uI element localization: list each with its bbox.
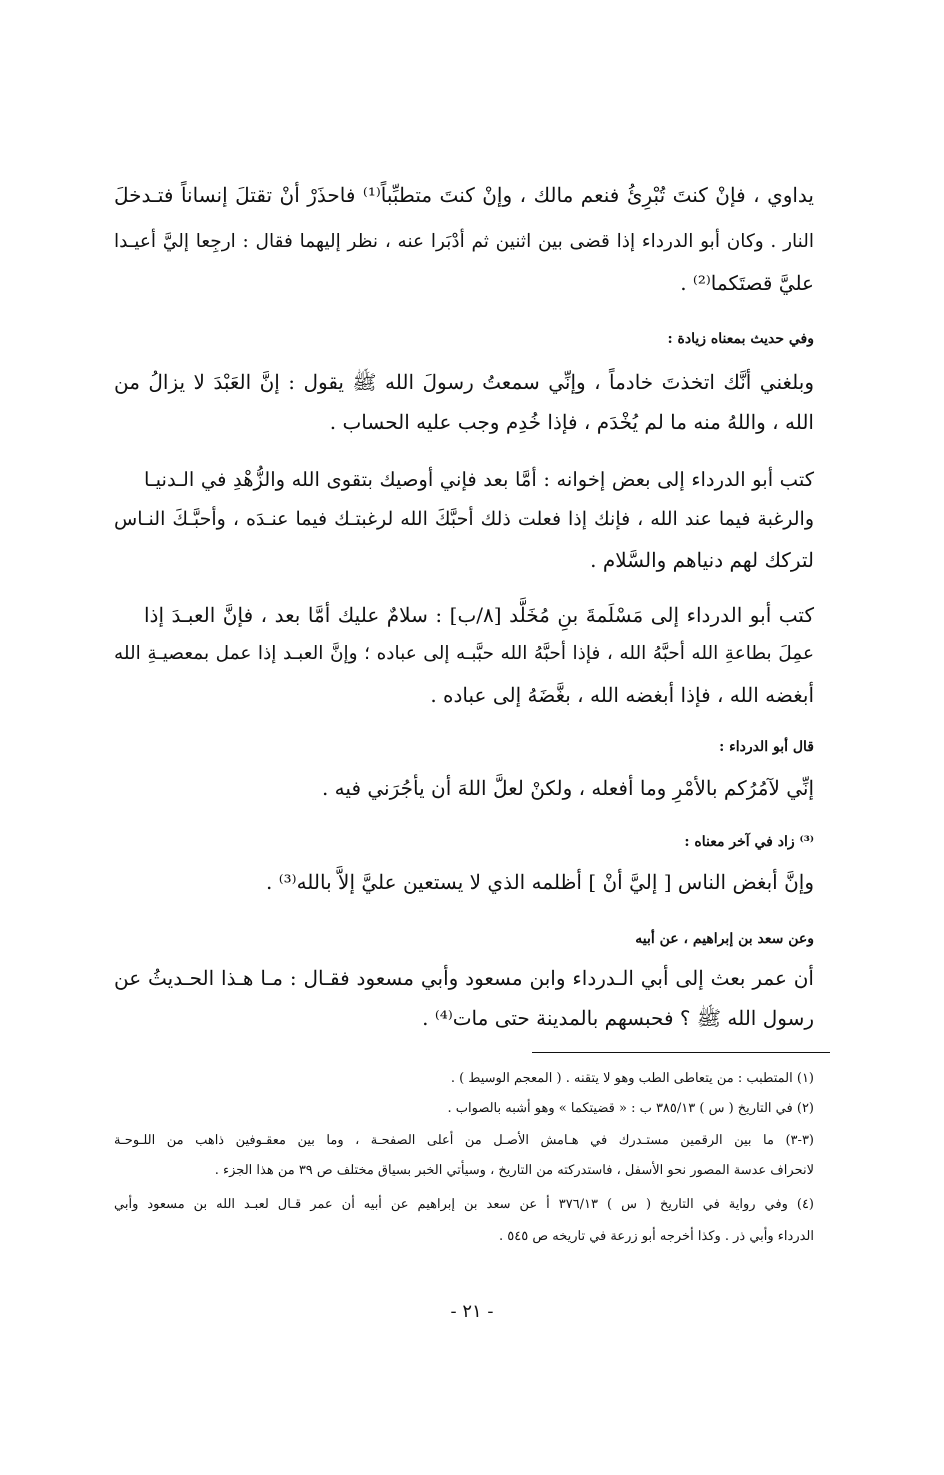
footnote-2: (٢) في التاريخ ( س ) ٣٨٥/١٣ ب : « قضيتكما » وهو أشبه بالصواب . bbox=[447, 1101, 814, 1116]
section-heading: قال أبو الدرداء : bbox=[719, 739, 814, 755]
section-heading: وفي حديث بمعناه زيادة : bbox=[667, 331, 814, 347]
body-line: عليَّ قصتَكما⁽²⁾ . bbox=[680, 271, 814, 295]
body-line: وإنَّ أبغض الناس [ إليَّ أنْ ] أظلمه الذي لا يستعين عليَّ إلاَّ بالله⁽³⁾ . bbox=[266, 870, 814, 894]
body-line: رسول الله ﷺ ؟ فحبسهم بالمدينة حتى مات⁽⁴⁾ . bbox=[422, 1006, 814, 1030]
footnote-4: (٤) وفي رواية في التاريخ ( س ) ٣٧٦/١٣ أ عن سعد بن إبراهيم عن أبيه أن عمر قـال لعبـد الله بن مسعود وأبي bbox=[114, 1197, 814, 1212]
page-number: - ٢١ - bbox=[450, 1301, 494, 1322]
body-line: وبلغني أنَّك اتخذتَ خادماً ، وإنِّي سمعتُ رسولَ الله ﷺ يقول : إنَّ العَبْدَ لا يزالُ من bbox=[114, 370, 814, 394]
body-line: والرغبة فيما عند الله ، فإنك إذا فعلت ذلك أحبَّكَ الله لرغبتـك فيما عنـدَه ، وأحبَّـكَ النـاس bbox=[114, 508, 814, 530]
footnote-3: لانحراف عدسة المصور نحو الأسفل ، فاستدركته من التاريخ ، وسيأتي الخبر بسياق مختلف ص ٣٩ من هذا الجزء . bbox=[214, 1163, 814, 1178]
section-heading: وعن سعد بن إبراهيم ، عن أبيه bbox=[635, 931, 814, 947]
body-line: كتب أبو الدرداء إلى مَسْلَمةَ بنِ مُخَلَّد [٨/ب] : سلامٌ عليك أمَّا بعد ، فإنَّ العبـدَ إذا bbox=[144, 603, 814, 627]
body-line: يداوي ، فإنْ كنتَ تُبْرِئُ فنعم مالك ، وإنْ كنتَ متطبِّباً⁽¹⁾ فاحذَرْ أنْ تقتلَ إنساناً فتـدخلَ bbox=[114, 183, 814, 207]
body-line: عمِلَ بطاعةِ الله أحبَّهُ الله ، فإذا أحبَّهُ الله حبَّبـه إلى عباده ؛ وإنَّ العبـد إذا عمل بمعصيـةِ الله bbox=[114, 643, 814, 664]
body-line: إنِّي لآمُرُكم بالأمْرِ وما أفعله ، ولكنْ لعلَّ اللهَ أن يأجُرَني فيه . bbox=[321, 776, 814, 800]
section-heading: ⁽³⁾ زاد في آخر معناه : bbox=[684, 834, 814, 850]
body-line: النار . وكان أبو الدرداء إذا قضى بين اثنين ثم أدْبَرا عنه ، نظر إليهما فقال : ارجِعا إليَّ أعيـدا bbox=[114, 231, 814, 252]
body-line: أبغضه الله ، فإذا أبغضه الله ، بغَّضَهُ إلى عباده . bbox=[430, 683, 814, 707]
body-line: الله ، واللهُ منه ما لم يُخْدَم ، فإذا خُدِم وجب عليه الحساب . bbox=[329, 410, 814, 434]
footnote-3: (٣-٣) ما بين الرقمين مستـدرك في هـامش الأصـل من أعلى الصفحـة ، وما بين معقـوفين ذاهب من اللـوحـة bbox=[114, 1133, 814, 1148]
body-line: لتركك لهم دنياهم والسَّلام . bbox=[590, 548, 814, 572]
footnote-4: الدرداء وأبي ذر . وكذا أخرجه أبو زرعة في تاريخه ص ٥٤٥ . bbox=[499, 1229, 814, 1244]
body-line: أن عمر بعث إلى أبي الـدرداء وابن مسعود وأبي مسعود فقـال : مـا هـذا الحـديثُ عن bbox=[114, 966, 814, 990]
footnote-separator bbox=[532, 1052, 830, 1053]
body-line: كتب أبو الدرداء إلى بعض إخوانه : أمَّا بعد فإني أوصيك بتقوى الله والزُّهْدِ في الـدنيـا bbox=[144, 468, 814, 491]
footnote-1: (١) المتطبب : من يتعاطى الطب وهو لا يتقنه . ( المعجم الوسيط ) . bbox=[450, 1071, 814, 1086]
